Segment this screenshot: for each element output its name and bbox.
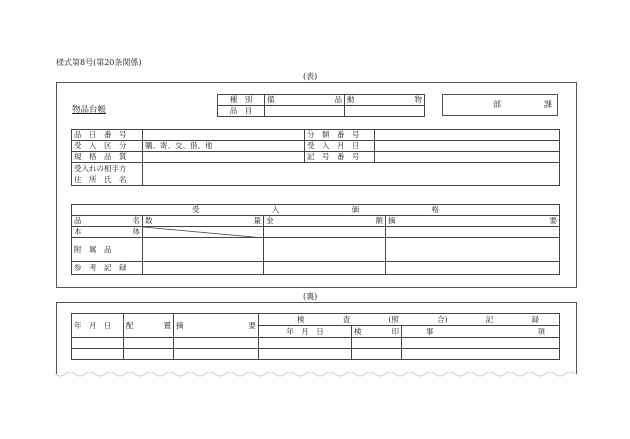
front-section-label: (表)	[303, 72, 318, 81]
spec-quality-label: 規 格 品 質	[72, 152, 143, 163]
main-body-amount[interactable]	[264, 227, 386, 238]
back-row-2-matter[interactable]	[402, 349, 560, 360]
item-type-label: 品 目	[218, 106, 265, 117]
back-row-1-matter[interactable]	[402, 338, 560, 349]
matter-header: 事 項	[402, 326, 560, 338]
acceptance-date-label: 受 入 月 日	[305, 141, 375, 152]
back-table	[71, 313, 560, 360]
reference-label: 参 考 記 録	[72, 262, 143, 275]
back-row-2-seal[interactable]	[352, 349, 402, 360]
back-row-2-placement[interactable]	[124, 349, 174, 360]
back-section-label: (裏)	[303, 292, 318, 301]
accessories-amount[interactable]	[264, 238, 386, 262]
inspection-heading: 検 査 (照 合) 記 録	[259, 314, 560, 326]
main-body-label: 本 体	[72, 227, 143, 238]
department-label: 部	[493, 100, 501, 109]
reference-summary[interactable]	[386, 262, 560, 275]
category-animals: 動 物	[345, 95, 425, 106]
supplier-value[interactable]	[143, 163, 560, 186]
form-number: 様式第8号(第20条関係)	[56, 58, 142, 67]
inspection-date-header: 年 月 日	[259, 326, 352, 338]
classification-number-value[interactable]	[375, 130, 560, 141]
back-row-2-date[interactable]	[72, 349, 124, 360]
symbol-number-value[interactable]	[375, 152, 560, 163]
supplier-label: 受入れの相手方 住 所 氏 名	[72, 163, 143, 186]
reference-amount[interactable]	[264, 262, 386, 275]
reference-quantity[interactable]	[143, 262, 264, 275]
torn-edge	[55, 372, 577, 380]
item-number-label: 品 日 番 号	[72, 130, 143, 141]
accessories-summary[interactable]	[386, 238, 560, 262]
inspection-seal-header: 検 印	[352, 326, 402, 338]
category-fixed-assets: 備 品	[265, 95, 345, 106]
back-row-1-seal[interactable]	[352, 338, 402, 349]
classification-number-label: 分 類 番 号	[305, 130, 375, 141]
placement-header: 配 置	[124, 314, 174, 338]
item-type-value-2[interactable]	[345, 106, 425, 117]
accessories-quantity[interactable]	[143, 238, 264, 262]
price-table	[71, 204, 560, 275]
amount-header: 金 額	[264, 216, 386, 227]
price-heading: 受 入 価 格	[72, 205, 560, 216]
back-row-2-inspection-date[interactable]	[259, 349, 352, 360]
back-row-1-placement[interactable]	[124, 338, 174, 349]
section-label: 課	[544, 100, 552, 109]
item-number-value[interactable]	[143, 130, 305, 141]
category-table	[217, 94, 425, 117]
info-table	[71, 129, 560, 186]
item-name-header: 品 名	[72, 216, 143, 227]
diagonal-line	[143, 227, 264, 238]
back-row-2-summary[interactable]	[174, 349, 259, 360]
acceptance-category-label: 受 入 区 分	[72, 141, 143, 152]
category-label: 種 別	[218, 95, 265, 106]
acceptance-category-value[interactable]: 購、寄、交、借、他	[143, 141, 305, 152]
quantity-header: 数 量	[143, 216, 264, 227]
acceptance-date-value[interactable]	[375, 141, 560, 152]
back-row-1-inspection-date[interactable]	[259, 338, 352, 349]
back-row-1-summary[interactable]	[174, 338, 259, 349]
main-body-summary[interactable]	[386, 227, 560, 238]
back-row-1-date[interactable]	[72, 338, 124, 349]
spec-quality-value[interactable]	[143, 152, 305, 163]
item-type-value-1[interactable]	[265, 106, 345, 117]
ledger-title: 物品台帳	[72, 105, 107, 115]
back-summary-header: 摘 要	[174, 314, 259, 338]
summary-header: 摘 要	[386, 216, 560, 227]
accessories-label: 附 属 品	[72, 238, 143, 262]
back-date-header: 年 月 日	[72, 314, 124, 338]
main-body-quantity-cell[interactable]	[143, 227, 264, 238]
symbol-number-label: 記 号 番 号	[305, 152, 375, 163]
